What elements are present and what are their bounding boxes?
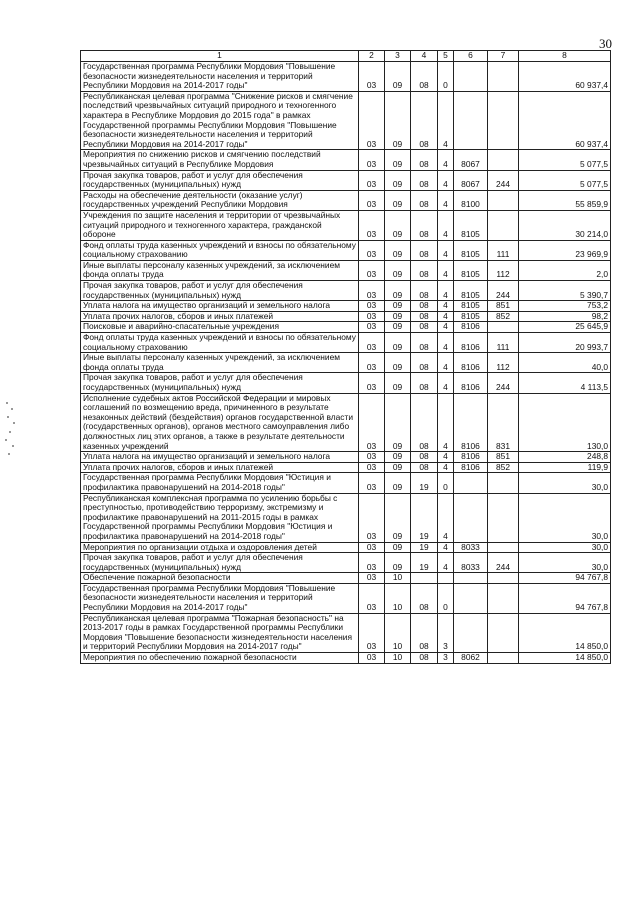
code-col-7: 831 — [488, 393, 519, 452]
code-col-5: 3 — [438, 613, 454, 652]
code-col-7: 244 — [488, 281, 519, 301]
item-name: Государственная программа Республики Мордовия "Повышение безопасности жизнедеятельности населения и территорий Республики Мордовия на 2014-2017 годы" — [81, 583, 359, 613]
code-col-7 — [488, 322, 519, 333]
code-col-2: 03 — [359, 473, 385, 493]
code-col-3: 09 — [385, 373, 411, 393]
table-row — [81, 452, 611, 463]
code-col-4: 08 — [411, 333, 438, 353]
code-col-3: 09 — [385, 493, 411, 542]
code-col-4: 08 — [411, 150, 438, 170]
code-col-4: 08 — [411, 240, 438, 260]
code-col-6: 8105 — [454, 301, 488, 312]
code-col-3: 09 — [385, 353, 411, 373]
code-col-6: 8067 — [454, 150, 488, 170]
code-col-2: 03 — [359, 240, 385, 260]
amount: 14 850,0 — [519, 613, 611, 652]
code-col-5: 4 — [438, 322, 454, 333]
code-col-7 — [488, 91, 519, 150]
code-col-7: 112 — [488, 353, 519, 373]
table-body — [81, 62, 611, 664]
code-col-2: 03 — [359, 573, 385, 584]
code-col-3: 10 — [385, 583, 411, 613]
code-col-2: 03 — [359, 311, 385, 322]
code-col-6: 8106 — [454, 373, 488, 393]
code-col-6: 8106 — [454, 462, 488, 473]
code-col-2: 03 — [359, 373, 385, 393]
item-name: Уплата прочих налогов, сборов и иных платежей — [81, 462, 359, 473]
code-col-2: 03 — [359, 393, 385, 452]
table-row — [81, 542, 611, 553]
item-name: Республиканская целевая программа "Снижение рисков и смягчение последствий чрезвычайных ситуаций природного и техногенного характера в Республике Мордовия до 2015 года" в рамках Государственной программы Республики Мордовия "Повышение безопасности жизнедеятельности населения и территорий Республики Мордовия на 2014-2017 годы" — [81, 91, 359, 150]
column-header: 4 — [411, 51, 438, 62]
table-row — [81, 62, 611, 92]
table-row — [81, 240, 611, 260]
code-col-4: 19 — [411, 473, 438, 493]
table-row — [81, 170, 611, 190]
code-col-3: 10 — [385, 573, 411, 584]
code-col-2: 03 — [359, 301, 385, 312]
code-col-5: 4 — [438, 281, 454, 301]
item-name: Фонд оплаты труда казенных учреждений и взносы по обязательному социальному страхованию — [81, 333, 359, 353]
code-col-4: 08 — [411, 170, 438, 190]
code-col-6 — [454, 473, 488, 493]
code-col-2: 03 — [359, 553, 385, 573]
amount: 94 767,8 — [519, 573, 611, 584]
code-col-3: 10 — [385, 613, 411, 652]
code-col-7 — [488, 583, 519, 613]
column-header: 3 — [385, 51, 411, 62]
item-name: Государственная программа Республики Мордовия "Юстиция и профилактика правонарушений на 2014-2018 годы" — [81, 473, 359, 493]
code-col-2: 03 — [359, 170, 385, 190]
amount: 40,0 — [519, 353, 611, 373]
code-col-3: 09 — [385, 170, 411, 190]
code-col-6: 8106 — [454, 333, 488, 353]
code-col-7 — [488, 653, 519, 664]
code-col-5: 4 — [438, 210, 454, 240]
amount: 30,0 — [519, 542, 611, 553]
code-col-3: 09 — [385, 333, 411, 353]
code-col-6: 8105 — [454, 260, 488, 280]
code-col-7 — [488, 493, 519, 542]
table-row — [81, 493, 611, 542]
code-col-3: 09 — [385, 553, 411, 573]
item-name: Государственная программа Республики Мордовия "Повышение безопасности жизнедеятельности населения и территорий Республики Мордовия на 2014-2017 годы" — [81, 62, 359, 92]
budget-table — [80, 50, 611, 664]
code-col-3: 09 — [385, 150, 411, 170]
code-col-7 — [488, 573, 519, 584]
amount: 4 113,5 — [519, 373, 611, 393]
table-row — [81, 301, 611, 312]
code-col-6: 8106 — [454, 322, 488, 333]
amount: 55 859,9 — [519, 190, 611, 210]
code-col-5: 4 — [438, 301, 454, 312]
code-col-4: 08 — [411, 260, 438, 280]
code-col-6: 8100 — [454, 190, 488, 210]
code-col-5: 4 — [438, 452, 454, 463]
table-row — [81, 473, 611, 493]
code-col-5: 0 — [438, 473, 454, 493]
item-name: Республиканская комплексная программа по усилению борьбы с преступностью, противодействию терроризму, экстремизму и профилактике правонарушений на 2011-2015 годы в рамках Государственной программы Республики Мордовия "Юстиция и профилактика правонарушений на 2014-2018 годы" — [81, 493, 359, 542]
code-col-2: 03 — [359, 353, 385, 373]
code-col-6: 8105 — [454, 240, 488, 260]
code-col-6: 8033 — [454, 553, 488, 573]
code-col-2: 03 — [359, 190, 385, 210]
code-col-3: 09 — [385, 542, 411, 553]
code-col-4: 08 — [411, 190, 438, 210]
code-col-6 — [454, 573, 488, 584]
code-col-2: 03 — [359, 91, 385, 150]
item-name: Прочая закупка товаров, работ и услуг для обеспечения государственных (муниципальных) нужд — [81, 553, 359, 573]
amount: 60 937,4 — [519, 62, 611, 92]
code-col-7 — [488, 542, 519, 553]
item-name: Прочая закупка товаров, работ и услуг для обеспечения государственных (муниципальных) нужд — [81, 373, 359, 393]
table-row — [81, 91, 611, 150]
item-name: Уплата налога на имущество организаций и земельного налога — [81, 452, 359, 463]
page-number: 30 — [599, 36, 612, 51]
amount: 2,0 — [519, 260, 611, 280]
amount: 30,0 — [519, 473, 611, 493]
item-name: Исполнение судебных актов Российской Федерации и мировых соглашений по возмещению вреда, причиненного в результате незаконных действий (бездействия) органов государственной власти (государственных органов), органов местного самоуправления либо должностных лиц этих органов, а также в результате деятельности казенных учреждений — [81, 393, 359, 452]
table-row — [81, 553, 611, 573]
code-col-7: 244 — [488, 373, 519, 393]
column-header: 2 — [359, 51, 385, 62]
column-header: 5 — [438, 51, 454, 62]
code-col-3: 10 — [385, 653, 411, 664]
code-col-5: 4 — [438, 240, 454, 260]
amount: 5 077,5 — [519, 170, 611, 190]
code-col-4 — [411, 573, 438, 584]
code-col-4: 08 — [411, 462, 438, 473]
code-col-5: 4 — [438, 260, 454, 280]
column-header: 1 — [81, 51, 359, 62]
code-col-3: 09 — [385, 62, 411, 92]
amount: 14 850,0 — [519, 653, 611, 664]
code-col-7: 244 — [488, 553, 519, 573]
scan-margin-marks — [4, 398, 34, 458]
code-col-5: 4 — [438, 373, 454, 393]
table-row — [81, 393, 611, 452]
code-col-4: 08 — [411, 62, 438, 92]
item-name: Уплата налога на имущество организаций и земельного налога — [81, 301, 359, 312]
code-col-2: 03 — [359, 322, 385, 333]
code-col-4: 08 — [411, 613, 438, 652]
code-col-7: 851 — [488, 301, 519, 312]
table-row — [81, 281, 611, 301]
table-row — [81, 150, 611, 170]
table-row — [81, 260, 611, 280]
code-col-6: 8033 — [454, 542, 488, 553]
item-name: Обеспечение пожарной безопасности — [81, 573, 359, 584]
code-col-4: 08 — [411, 373, 438, 393]
code-col-7 — [488, 613, 519, 652]
code-col-4: 08 — [411, 322, 438, 333]
item-name: Учреждения по защите населения и территории от чрезвычайных ситуаций природного и техногенного характера, гражданской обороне — [81, 210, 359, 240]
code-col-3: 09 — [385, 301, 411, 312]
code-col-5: 0 — [438, 583, 454, 613]
column-header: 8 — [519, 51, 611, 62]
code-col-5: 4 — [438, 393, 454, 452]
item-name: Иные выплаты персоналу казенных учреждений, за исключением фонда оплаты труда — [81, 353, 359, 373]
code-col-7: 111 — [488, 333, 519, 353]
amount: 248,8 — [519, 452, 611, 463]
code-col-5: 4 — [438, 170, 454, 190]
code-col-7 — [488, 150, 519, 170]
code-col-6: 8106 — [454, 452, 488, 463]
code-col-7: 244 — [488, 170, 519, 190]
table-row — [81, 653, 611, 664]
code-col-6 — [454, 583, 488, 613]
item-name: Расходы на обеспечение деятельности (оказание услуг) государственных учреждений Республики Мордовия — [81, 190, 359, 210]
code-col-3: 09 — [385, 210, 411, 240]
code-col-6: 8067 — [454, 170, 488, 190]
code-col-2: 03 — [359, 210, 385, 240]
table-row — [81, 573, 611, 584]
code-col-6: 8105 — [454, 311, 488, 322]
table-row — [81, 583, 611, 613]
code-col-7 — [488, 473, 519, 493]
item-name: Фонд оплаты труда казенных учреждений и взносы по обязательному социальному страхованию — [81, 240, 359, 260]
code-col-2: 03 — [359, 613, 385, 652]
code-col-5: 3 — [438, 653, 454, 664]
item-name: Прочая закупка товаров, работ и услуг для обеспечения государственных (муниципальных) нужд — [81, 170, 359, 190]
amount: 30 214,0 — [519, 210, 611, 240]
code-col-4: 08 — [411, 653, 438, 664]
code-col-2: 03 — [359, 260, 385, 280]
code-col-6: 8106 — [454, 353, 488, 373]
code-col-2: 03 — [359, 281, 385, 301]
code-col-2: 03 — [359, 150, 385, 170]
amount: 23 969,9 — [519, 240, 611, 260]
item-name: Поисковые и аварийно-спасательные учреждения — [81, 322, 359, 333]
amount: 25 645,9 — [519, 322, 611, 333]
code-col-5: 4 — [438, 150, 454, 170]
code-col-2: 03 — [359, 493, 385, 542]
table-header-row — [81, 51, 611, 62]
code-col-7: 112 — [488, 260, 519, 280]
code-col-5: 4 — [438, 333, 454, 353]
code-col-4: 08 — [411, 91, 438, 150]
code-col-4: 08 — [411, 393, 438, 452]
amount: 60 937,4 — [519, 91, 611, 150]
code-col-6 — [454, 91, 488, 150]
amount: 98,2 — [519, 311, 611, 322]
code-col-4: 19 — [411, 493, 438, 542]
code-col-5: 4 — [438, 542, 454, 553]
code-col-4: 19 — [411, 553, 438, 573]
item-name: Мероприятия по обеспечению пожарной безопасности — [81, 653, 359, 664]
code-col-7 — [488, 210, 519, 240]
code-col-2: 03 — [359, 583, 385, 613]
amount: 20 993,7 — [519, 333, 611, 353]
code-col-5: 4 — [438, 91, 454, 150]
column-header: 7 — [488, 51, 519, 62]
table-row — [81, 190, 611, 210]
table-row — [81, 353, 611, 373]
code-col-7: 851 — [488, 452, 519, 463]
amount: 5 077,5 — [519, 150, 611, 170]
code-col-2: 03 — [359, 462, 385, 473]
code-col-5: 0 — [438, 62, 454, 92]
code-col-5: 4 — [438, 311, 454, 322]
table-row — [81, 462, 611, 473]
code-col-4: 19 — [411, 542, 438, 553]
amount: 753,2 — [519, 301, 611, 312]
code-col-6 — [454, 493, 488, 542]
amount: 130,0 — [519, 393, 611, 452]
code-col-7 — [488, 190, 519, 210]
code-col-2: 03 — [359, 333, 385, 353]
code-col-3: 09 — [385, 91, 411, 150]
code-col-2: 03 — [359, 452, 385, 463]
amount: 94 767,8 — [519, 583, 611, 613]
code-col-3: 09 — [385, 260, 411, 280]
table-row — [81, 373, 611, 393]
code-col-6 — [454, 613, 488, 652]
code-col-5: 4 — [438, 493, 454, 542]
code-col-6: 8105 — [454, 281, 488, 301]
code-col-4: 08 — [411, 452, 438, 463]
amount: 5 390,7 — [519, 281, 611, 301]
table-row — [81, 210, 611, 240]
code-col-3: 09 — [385, 452, 411, 463]
code-col-4: 08 — [411, 583, 438, 613]
code-col-7: 852 — [488, 311, 519, 322]
code-col-7: 852 — [488, 462, 519, 473]
item-name: Мероприятия по снижению рисков и смягчению последствий чрезвычайных ситуаций в Республике Мордовия — [81, 150, 359, 170]
table-row — [81, 322, 611, 333]
code-col-4: 08 — [411, 281, 438, 301]
code-col-7 — [488, 62, 519, 92]
amount: 30,0 — [519, 493, 611, 542]
code-col-4: 08 — [411, 301, 438, 312]
code-col-5: 4 — [438, 553, 454, 573]
code-col-4: 08 — [411, 353, 438, 373]
table-row — [81, 311, 611, 322]
code-col-4: 08 — [411, 311, 438, 322]
code-col-3: 09 — [385, 281, 411, 301]
amount: 30,0 — [519, 553, 611, 573]
code-col-3: 09 — [385, 240, 411, 260]
code-col-2: 03 — [359, 653, 385, 664]
code-col-5: 4 — [438, 190, 454, 210]
code-col-6: 8106 — [454, 393, 488, 452]
code-col-6: 8105 — [454, 210, 488, 240]
item-name: Уплата прочих налогов, сборов и иных платежей — [81, 311, 359, 322]
code-col-5: 4 — [438, 462, 454, 473]
table-row — [81, 613, 611, 652]
code-col-3: 09 — [385, 311, 411, 322]
code-col-3: 09 — [385, 462, 411, 473]
column-header: 6 — [454, 51, 488, 62]
item-name: Мероприятия по организации отдыха и оздоровления детей — [81, 542, 359, 553]
code-col-7: 111 — [488, 240, 519, 260]
item-name: Иные выплаты персоналу казенных учреждений, за исключением фонда оплаты труда — [81, 260, 359, 280]
item-name: Прочая закупка товаров, работ и услуг для обеспечения государственных (муниципальных) нужд — [81, 281, 359, 301]
code-col-6 — [454, 62, 488, 92]
item-name: Республиканская целевая программа "Пожарная безопасность" на 2013-2017 годы в рамках Государственной программы Республики Мордовия "Повышение безопасности жизнедеятельности населения и территорий Республики Мордовия на 2014-2017 годы" — [81, 613, 359, 652]
code-col-5 — [438, 573, 454, 584]
code-col-2: 03 — [359, 542, 385, 553]
amount: 119,9 — [519, 462, 611, 473]
code-col-6: 8062 — [454, 653, 488, 664]
code-col-5: 4 — [438, 353, 454, 373]
table-row — [81, 333, 611, 353]
code-col-3: 09 — [385, 393, 411, 452]
code-col-3: 09 — [385, 473, 411, 493]
code-col-4: 08 — [411, 210, 438, 240]
code-col-3: 09 — [385, 190, 411, 210]
code-col-2: 03 — [359, 62, 385, 92]
code-col-3: 09 — [385, 322, 411, 333]
